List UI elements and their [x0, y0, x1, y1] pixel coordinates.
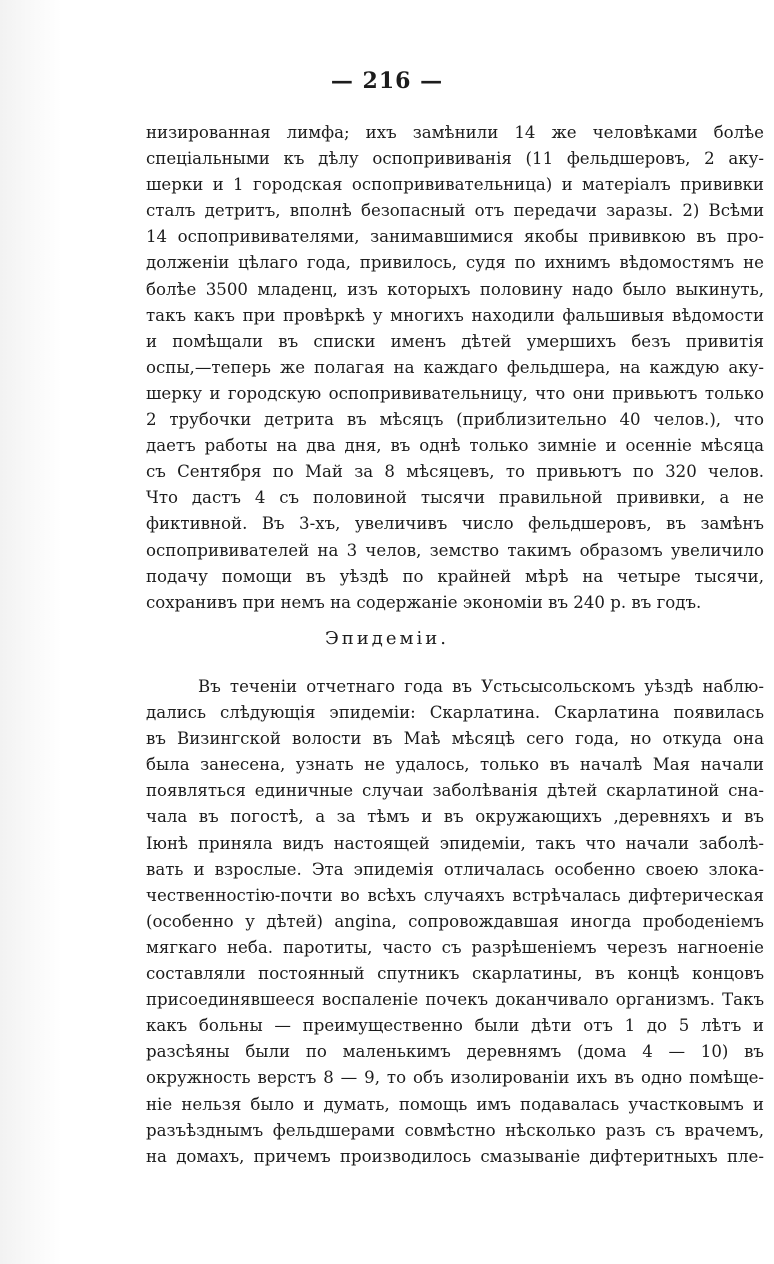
text-line: сохранивъ при немъ на содержаніе экономіи въ 240 р. въ годъ. — [146, 592, 702, 612]
text-line: болѣе 3500 младенц, изъ которыхъ половину надо было выкинуть, — [146, 279, 764, 299]
text-line: шерки и 1 городская оспопрививательница) и матеріалъ прививки — [146, 175, 764, 195]
paragraph-epidemics — [146, 674, 764, 1170]
text-line: чественностію-почти во всѣхъ случаяхъ встрѣчалась дифтерическая — [146, 885, 764, 905]
text-line: и помѣщали въ списки именъ дѣтей умершихъ безъ привитія — [146, 331, 764, 351]
text-line: оспопрививателей на 3 челов, земство такимъ образомъ увеличило — [146, 540, 764, 560]
text-line: Іюнѣ приняла видъ настоящей эпидеміи, такъ что начали заболѣ- — [146, 833, 764, 853]
paragraph-vaccination — [146, 120, 764, 616]
text-line: составляли постоянный спутникъ скарлатины, въ концѣ концовъ — [146, 964, 764, 984]
text-line: дались слѣдующія эпидеміи: Скарлатина. Скарлатина появилась — [146, 703, 764, 723]
text-line: чала въ погостѣ, а за тѣмъ и въ окружающихъ ,деревняхъ и въ — [146, 807, 764, 827]
text-line: вать и взрослые. Эта эпидемія отличалась особенно своею злока- — [146, 859, 764, 879]
text-line: фиктивной. Въ 3-хъ, увеличивъ число фельдшеровъ, въ замѣнъ — [146, 514, 764, 534]
text-line: 14 оспопрививателями, занимавшимися якобы прививкою въ про- — [146, 227, 764, 247]
text-line: на домахъ, причемъ производилось смазываніе дифтеритныхъ пле- — [146, 1146, 764, 1166]
text-line: съ Сентября по Май за 8 мѣсяцевъ, то привьютъ по 320 челов. — [146, 462, 764, 482]
text-line: появляться единичные случаи заболѣванія дѣтей скарлатиной сна- — [146, 781, 764, 801]
text-line: окружность верстъ 8 — 9, то объ изолированіи ихъ въ одно помѣще- — [146, 1068, 764, 1088]
text-line: оспы,—теперь же полагая на каждаго фельдшера, на каждую аку- — [146, 357, 764, 377]
text-line: даетъ работы на два дня, въ однѣ только зимніе и осенніе мѣсяца — [146, 436, 764, 456]
text-line: присоединявшееся воспаленіе почекъ доканчивало организмъ. Такъ — [146, 990, 764, 1010]
text-line: (особенно у дѣтей) angina, сопровождавшая иногда прободеніемъ — [146, 911, 764, 931]
text-line: въ Визингской волости въ Маѣ мѣсяцѣ сего года, но откуда она — [146, 729, 764, 749]
section-heading: Эпидеміи. — [325, 628, 449, 649]
text-line: такъ какъ при провѣркѣ у многихъ находили фальшивыя вѣдомости — [146, 305, 764, 325]
text-line: спеціальными къ дѣлу оспопрививанія (11 фельдшеровъ, 2 аку- — [146, 149, 764, 169]
text-line: шерку и городскую оспопрививательницу, что они привьютъ только — [146, 383, 764, 403]
text-line: сталъ детритъ, вполнѣ безопасный отъ передачи заразы. 2) Всѣми — [146, 201, 764, 221]
text-line: подачу помощи въ уѣздѣ по крайней мѣрѣ на четыре тысячи, — [146, 566, 764, 586]
text-line: мягкаго неба. паротиты, часто съ разрѣшеніемъ черезъ нагноеніе — [146, 937, 764, 957]
text-line: Что дастъ 4 съ половиной тысячи правильной прививки, а не — [146, 488, 764, 508]
text-line: разъѣзднымъ фельдшерами совмѣстно нѣсколько разъ съ врачемъ, — [146, 1120, 764, 1140]
text-line: Въ теченіи отчетнаго года въ Устьсысольскомъ уѣздѣ наблю- — [198, 677, 764, 696]
text-line: 2 трубочки детрита въ мѣсяцъ (приблизительно 40 челов.), что — [146, 410, 764, 430]
text-line: была занесена, узнать не удалось, только въ началѣ Мая начали — [146, 755, 764, 775]
text-line: долженіи цѣлаго года, привилось, судя по ихнимъ вѣдомостямъ не — [146, 253, 764, 273]
text-line: низированная лимфа; ихъ замѣнили 14 же человѣками болѣе — [146, 123, 764, 142]
page-number: — 216 — — [330, 68, 444, 94]
text-line: какъ больны — преимущественно были дѣти отъ 1 до 5 лѣтъ и — [146, 1016, 764, 1036]
text-line: разсѣяны были по маленькимъ деревнямъ (дома 4 — 10) въ — [146, 1042, 764, 1062]
text-line: ніе нельзя было и думать, помощь имъ подавалась участковымъ и — [146, 1094, 764, 1114]
